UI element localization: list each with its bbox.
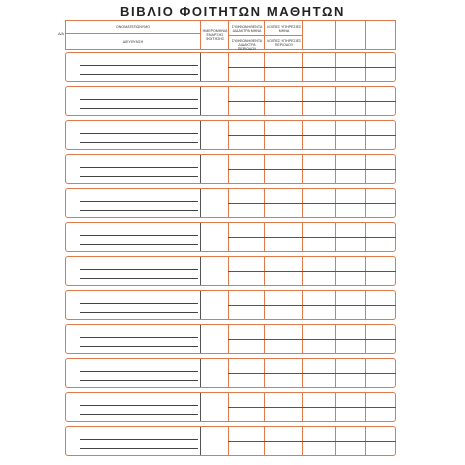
header-fee-period: ΣΥΜΦΩΝΗΘΕΝΤΑ ΔΙΔΑΚΤΡΑ ΠΕΡΙΟΔΟΥ	[231, 39, 263, 52]
table-row	[65, 324, 396, 354]
table-row	[65, 290, 396, 320]
header-empty-cell-1	[302, 21, 335, 49]
column-divider	[200, 87, 201, 115]
header-date-cell	[200, 21, 228, 49]
table-row	[65, 358, 396, 388]
header-other-period: ΛΟΙΠΕΣ ΥΠΗΡΕΣΙΕΣ ΠΕΡΙΟΔΟΥ	[266, 39, 302, 48]
header-name-cell	[66, 21, 200, 49]
writing-line	[80, 405, 198, 406]
header-name: ΟΝΟΜΑΤΕΠΩΝΥΜΟ	[116, 25, 150, 29]
row-midline	[228, 67, 396, 68]
writing-line	[80, 65, 198, 66]
writing-line	[80, 142, 198, 143]
column-divider	[200, 257, 201, 285]
table-row	[65, 52, 396, 82]
writing-line	[80, 108, 198, 109]
writing-line	[80, 201, 198, 202]
table-row	[65, 154, 396, 184]
column-divider	[200, 291, 201, 319]
table-row	[65, 120, 396, 150]
row-midline	[228, 135, 396, 136]
table-header	[58, 20, 396, 52]
column-divider	[200, 155, 201, 183]
row-midline	[228, 101, 396, 102]
writing-line	[80, 133, 198, 134]
table-row	[65, 392, 396, 422]
writing-line	[80, 414, 198, 415]
column-divider	[200, 189, 201, 217]
column-divider	[200, 359, 201, 387]
header-divider	[229, 35, 265, 36]
writing-line	[80, 380, 198, 381]
header-divider	[66, 33, 200, 34]
table-row	[65, 86, 396, 116]
row-midline	[228, 237, 396, 238]
header-fee-month: ΣΥΜΦΩΝΗΘΕΝΤΑ ΔΙΔΑΚΤΡΑ ΜΗΝΑ	[231, 25, 263, 34]
header-address: ΔΙΕΥΘΥΝΣΗ	[122, 40, 144, 44]
writing-line	[80, 303, 198, 304]
table-row	[65, 222, 396, 252]
table-row	[65, 188, 396, 218]
column-divider	[200, 121, 201, 149]
writing-line	[80, 269, 198, 270]
writing-line	[80, 371, 198, 372]
writing-line	[80, 210, 198, 211]
header-empty-cell-3	[365, 21, 397, 49]
column-divider	[200, 393, 201, 421]
writing-line	[80, 337, 198, 338]
writing-line	[80, 448, 198, 449]
column-divider	[200, 427, 201, 455]
column-divider	[200, 223, 201, 251]
column-divider	[200, 325, 201, 353]
writing-line	[80, 176, 198, 177]
header-aa: Α/Α	[58, 32, 64, 36]
header-fee-cell	[228, 21, 264, 52]
row-midline	[228, 203, 396, 204]
writing-line	[80, 167, 198, 168]
writing-line	[80, 346, 198, 347]
row-midline	[228, 271, 396, 272]
row-midline	[228, 407, 396, 408]
writing-line	[80, 439, 198, 440]
header-divider	[265, 35, 303, 36]
writing-line	[80, 74, 198, 75]
page-title: ΒΙΒΛΙΟ ΦΟΙΤΗΤΩΝ ΜΑΘΗΤΩΝ	[120, 4, 345, 19]
column-divider	[200, 53, 201, 81]
row-midline	[228, 305, 396, 306]
row-midline	[228, 441, 396, 442]
row-midline	[228, 339, 396, 340]
writing-line	[80, 244, 198, 245]
writing-line	[80, 278, 198, 279]
header-empty-cell-2	[335, 21, 365, 49]
header-other-cell	[264, 21, 302, 49]
writing-line	[80, 235, 198, 236]
row-midline	[228, 169, 396, 170]
writing-line	[80, 99, 198, 100]
row-midline	[228, 373, 396, 374]
header-other-month: ΛΟΙΠΕΣ ΥΠΗΡΕΣΙΕΣ ΜΗΝΑ	[266, 25, 302, 34]
table-row	[65, 426, 396, 456]
header-date: ΗΜΕΡΟΜΗΝΙΑ ΕΝΑΡΞΗΣ ΦΟΙΤΗΣΗΣ	[202, 29, 228, 42]
table-row	[65, 256, 396, 286]
writing-line	[80, 312, 198, 313]
